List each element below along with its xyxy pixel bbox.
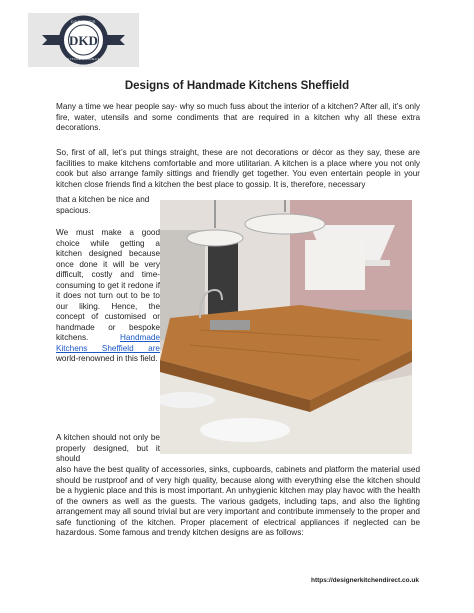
logo-initials: DKD [69, 33, 98, 48]
paragraph-4-rest: also have the best quality of accessories, sinks, cupboards, cabinets and platform the material used should be rustproof and of very high quality, because along with everything else the kitchen should be a hygienic place and this is most important. An unhygienic kitchen may play havoc with the health of the owners as well as the guests. The various gadgets, including taps, and also the lighting arrangement may all sound trivial but are very important and contribute immensely to the proper and safe functioning of the kitchen. Proper placement of electrical appliances if neglected can be hazardous. Some famous and trendy kitchen designs are as follows: [56, 465, 420, 537]
paragraph-2: So, first of all, let’s put things straight, these are not decorations or décor as they say, these are facilities to make kitchens comfortable and more utilitarian. A kitchen is a place where you not only cook but also arrange family sittings and friendly get together. You even entertain people in your kitchen close friends find a kitchen the best place to gossip. It is, therefore, necessary [56, 148, 420, 189]
handmade-kitchens-link[interactable]: Handmade Kitchens Sheffield are [56, 333, 160, 353]
paragraph-3-start: We must make a good choice while getting a kitchen designed because once done it will be very difficult, costly and time-consuming to get it redone if it does not turn out to be to our liking. Hence, the concept of customised or handmade or bespoke kitchens. [56, 228, 160, 342]
dkd-logo-icon [28, 13, 139, 67]
footer-url: https://designerkitchendirect.co.uk [311, 577, 419, 584]
kitchen-photo [160, 200, 412, 454]
paragraph-1: Many a time we hear people say- why so much fuss about the interior of a kitchen? After all, it’s only fire, water, utensils and some condiments that are required in a kitchen why all these extra decorations. [56, 102, 420, 132]
logo-ring-bottom: KITCHEN DIRECT [67, 57, 100, 61]
kitchen-image [160, 200, 412, 454]
paragraph-4-start: A kitchen should not only be properly designed, but it should [56, 433, 160, 463]
paragraph-3-end: world-renowned in this field. [56, 354, 158, 363]
logo-ring-top: DESIGNER [71, 20, 96, 24]
page-title: Designs of Handmade Kitchens Sheffield [124, 80, 350, 92]
logo [28, 13, 139, 67]
paragraph-2-tail: that a kitchen be nice and spacious. [56, 195, 150, 215]
paragraph-3 [56, 228, 160, 365]
